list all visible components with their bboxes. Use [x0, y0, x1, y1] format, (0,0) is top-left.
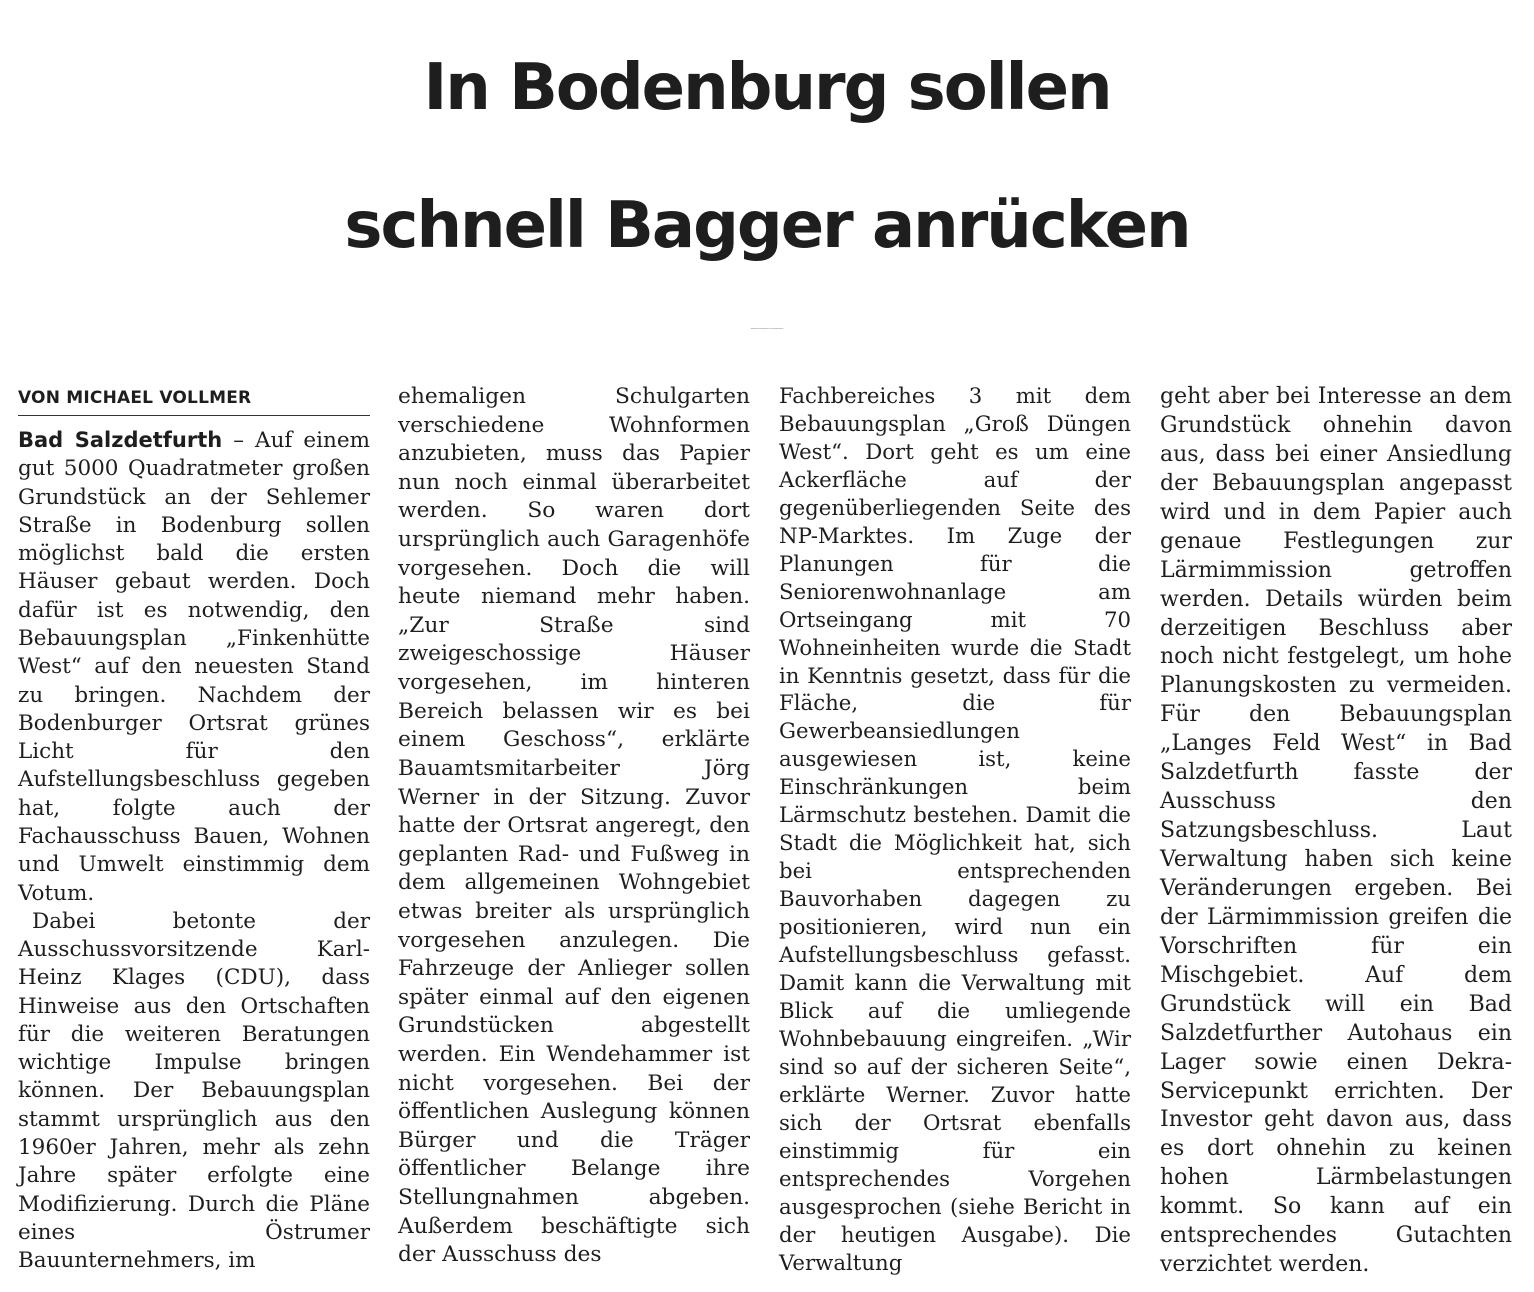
- article-column-2: [398, 383, 750, 1270]
- paragraph-2-continued: ehemaligen Schulgarten verschiedene Wohnformen anzubieten, muss das Papier nun noch einmal überarbeitet werden. So waren dort ursprünglich auch Garagenhöfe vorgesehen. Doch die will heute niemand mehr haben. „Zur Straße sind zweigeschossige Häuser vorgesehen, im hinteren Bereich belassen wir es bei einem Geschoss“, erklärte Bauamtsmitarbeiter Jörg Werner in der Sitzung. Zuvor hatte der Ortsrat angeregt, den geplanten Rad- und Fußweg in dem allgemeinen Wohngebiet etwas breiter als ursprünglich vorgesehen anzulegen. Die Fahrzeuge der Anlieger sollen später einmal auf den eigenen Grundstücken abgestellt werden. Ein Wendehammer ist nicht vorgesehen. Bei der öffentlichen Auslegung können Bürger und die Träger öffentlicher Belange ihre Stellungnahmen abgeben. Außerdem beschäftigte sich der Ausschuss des: [398, 384, 750, 1268]
- headline-line-2: schnell Bagger anrücken: [344, 189, 1190, 263]
- article-column-3: [779, 383, 1131, 1278]
- paragraph-2-continued: Fachbereiches 3 mit dem Bebauungsplan „Groß Düngen West“. Dort geht es um eine Ackerfläche auf der gegenüberliegenden Seite des NP-Marktes. Im Zuge der Planungen für die Seniorenwohnanlage am Ortseingang mit 70 Wohneinheiten wurde die Stadt in Kenntnis gesetzt, dass für die Fläche, die für Gewerbeansiedlungen ausgewiesen ist, keine Einschränkungen beim Lärmschutz bestehen. Damit die Stadt die Möglichkeit hat, sich bei entsprechenden Bauvorhaben dagegen zu positionieren, wird nun ein Aufstellungsbeschluss gefasst. Damit kann die Verwaltung mit Blick auf die umliegende Wohnbebauung eingreifen. „Wir sind so auf der sicheren Seite“, erklärte Werner. Zuvor hatte sich der Ortsrat ebenfalls einstimmig für ein entsprechendes Vorgehen ausgesprochen (siehe Bericht in der heutigen Ausgabe). Die Verwaltung: [779, 384, 1131, 1276]
- dateline: Bad Salzdetfurth: [18, 428, 223, 452]
- byline: VON MICHAEL VOLLMER: [18, 383, 370, 416]
- paragraph-2-continued: geht aber bei Interesse an dem Grundstück ohnehin davon aus, dass bei einer Ansiedlung der Bebauungsplan angepasst wird und in dem Papier auch genaue Festlegungen zur Lärmimmission getroffen werden. Details würden beim derzeitigen Beschluss aber noch nicht festgelegt, um hohe Planungskosten zu vermeiden. Für den Bebauungsplan „Langes Feld West“ in Bad Salzdetfurth fasste der Ausschuss den Satzungsbeschluss. Laut Verwaltung haben sich keine Veränderungen ergeben. Bei der Lärmimmission greifen die Vorschriften für ein Mischgebiet. Auf dem Grundstück will ein Bad Salzdetfurther Autohaus ein Lager sowie einen Dekra-Servicepunkt errichten. Der Investor geht davon aus, dass es dort ohnehin zu keinen hohen Lärmbelastungen kommt. So kann auf ein entsprechendes Gutachten verzichtet werden.: [1160, 384, 1512, 1278]
- paragraph-2: Dabei betonte der Ausschussvorsitzende Karl-Heinz Klages (CDU), dass Hinweise aus den Ortschaften für die weiteren Beratungen wichtige Impulse bringen können. Der Bebauungsplan stammt ursprünglich aus den 1960er Jahren, mehr als zehn Jahre später erfolgte eine Modifizierung. Durch die Pläne eines Östrumer Bauunternehmers, im: [18, 908, 370, 1274]
- paragraph-1-text: – Auf einem gut 5000 Quadratmeter großen Grundstück an der Sehlemer Straße in Bodenburg sollen möglichst bald die ersten Häuser gebaut werden. Doch dafür ist es notwendig, den Bebauungsplan „Finkenhütte West“ auf den neuesten Stand zu bringen. Nachdem der Bodenburger Ortsrat grünes Licht für den Aufstellungsbeschluss gegeben hat, folgte auch der Fachausschuss Bauen, Wohnen und Umwelt einstimmig dem Votum.: [18, 428, 370, 906]
- article-column-4: [1160, 383, 1512, 1280]
- article-column-1: [18, 383, 370, 1275]
- headline-line-1: In Bodenburg sollen: [423, 51, 1111, 125]
- paragraph-1: [18, 426, 370, 908]
- subheadline: Bauausschuss beschäftigt sich mit drei Bebauungsplänen: [750, 329, 784, 330]
